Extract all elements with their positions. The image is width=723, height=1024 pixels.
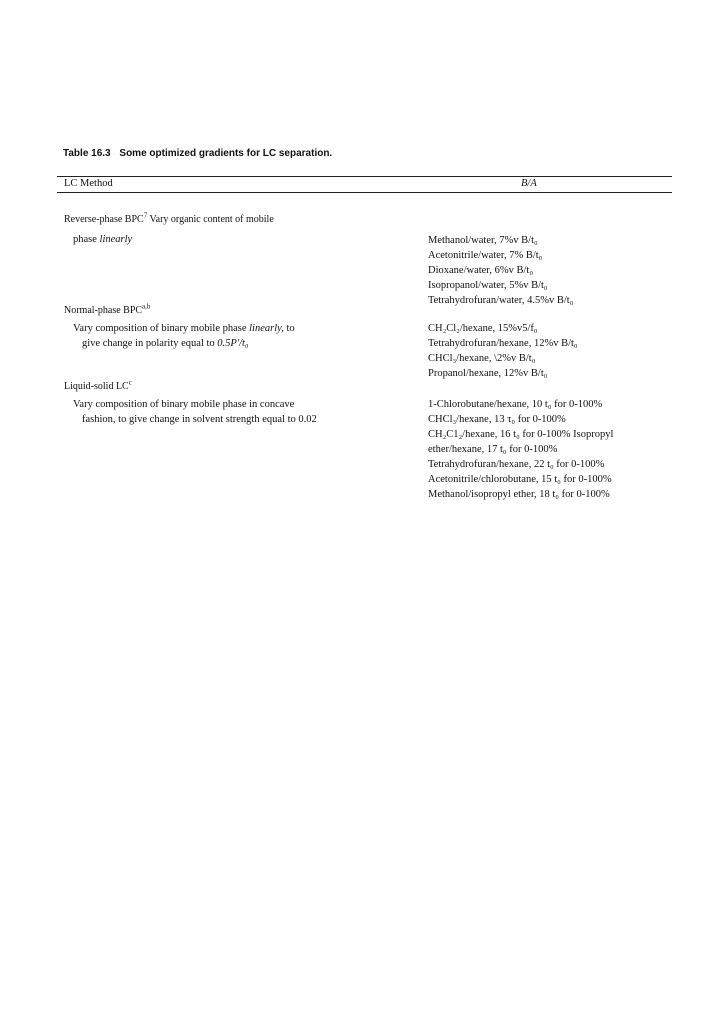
entries-liquid-solid bbox=[428, 397, 613, 502]
entry: Tetrahydrofuran/water, 4.5%v B/t₀ bbox=[428, 295, 574, 306]
table-header-rule bbox=[57, 192, 672, 193]
section-desc-liquid-solid: Vary composition of binary mobile phase in concave fashion, to give change in solvent strength equal to 0.02 bbox=[73, 399, 317, 425]
entry: Methanol/water, 7%v B/t₀ bbox=[428, 235, 538, 246]
entry: CH₂C1₂/hexane, 16 t₀ for 0-100% Isopropyl bbox=[428, 429, 614, 440]
entry: Dioxane/water, 6%v B/t₀ bbox=[428, 265, 534, 276]
entry: CH₂Cl₂/hexane, 15%v5/f₀ bbox=[428, 323, 538, 334]
section-desc-normal-phase: Vary composition of binary mobile phase linearly, to give change in polarity equal to 0.5P'/t₀ bbox=[73, 323, 295, 349]
column-header-lc-method: LC Method bbox=[64, 178, 113, 189]
table-top-rule bbox=[57, 176, 672, 177]
entry: CHCl₃/hexane, \2%v B/t₀ bbox=[428, 353, 536, 364]
entry: Tetrahydrofuran/hexane, 12%v B/t₀ bbox=[428, 338, 578, 349]
entry: Acetonitrile/chlorobutane, 15 t₀ for 0-100% bbox=[428, 474, 612, 485]
table-title: Some optimized gradients for LC separation. bbox=[119, 148, 333, 159]
entry: 1-Chlorobutane/hexane, 10 t₀ for 0-100% bbox=[428, 399, 603, 410]
entries-reverse-phase bbox=[428, 233, 573, 308]
entries-normal-phase bbox=[428, 321, 578, 381]
column-header-b-a: B/A bbox=[521, 178, 537, 189]
entry: Acetonitrile/water, 7% B/t₀ bbox=[428, 250, 543, 261]
table-caption bbox=[63, 148, 332, 159]
section-title-normal-phase: Normal-phase BPC$^{a,b}$ bbox=[64, 302, 151, 316]
entry: CHCl₃/hexane, 13 τ₀ for 0-100% bbox=[428, 414, 566, 425]
section-title-liquid-solid: Liquid-solid $LC^c$ bbox=[64, 378, 132, 392]
section-desc-reverse-phase: phase linearly bbox=[73, 234, 133, 245]
table-number: Table 16.3 bbox=[63, 148, 111, 159]
entry: Tetrahydrofuran/hexane, 22 t₀ for 0-100% bbox=[428, 459, 605, 470]
entry: Propanol/hexane, 12%v B/t₀ bbox=[428, 368, 548, 379]
entry: Methanol/isopropyl ether, 18 t₀ for 0-100% bbox=[428, 489, 610, 500]
entry: Isopropanol/water, 5%v B/t₀ bbox=[428, 280, 548, 291]
section-title-reverse-phase: Reverse-phase BPC$^7$ Vary organic content of mobile bbox=[64, 211, 274, 225]
entry: ether/hexane, 17 t₀ for 0-100% bbox=[428, 444, 558, 455]
